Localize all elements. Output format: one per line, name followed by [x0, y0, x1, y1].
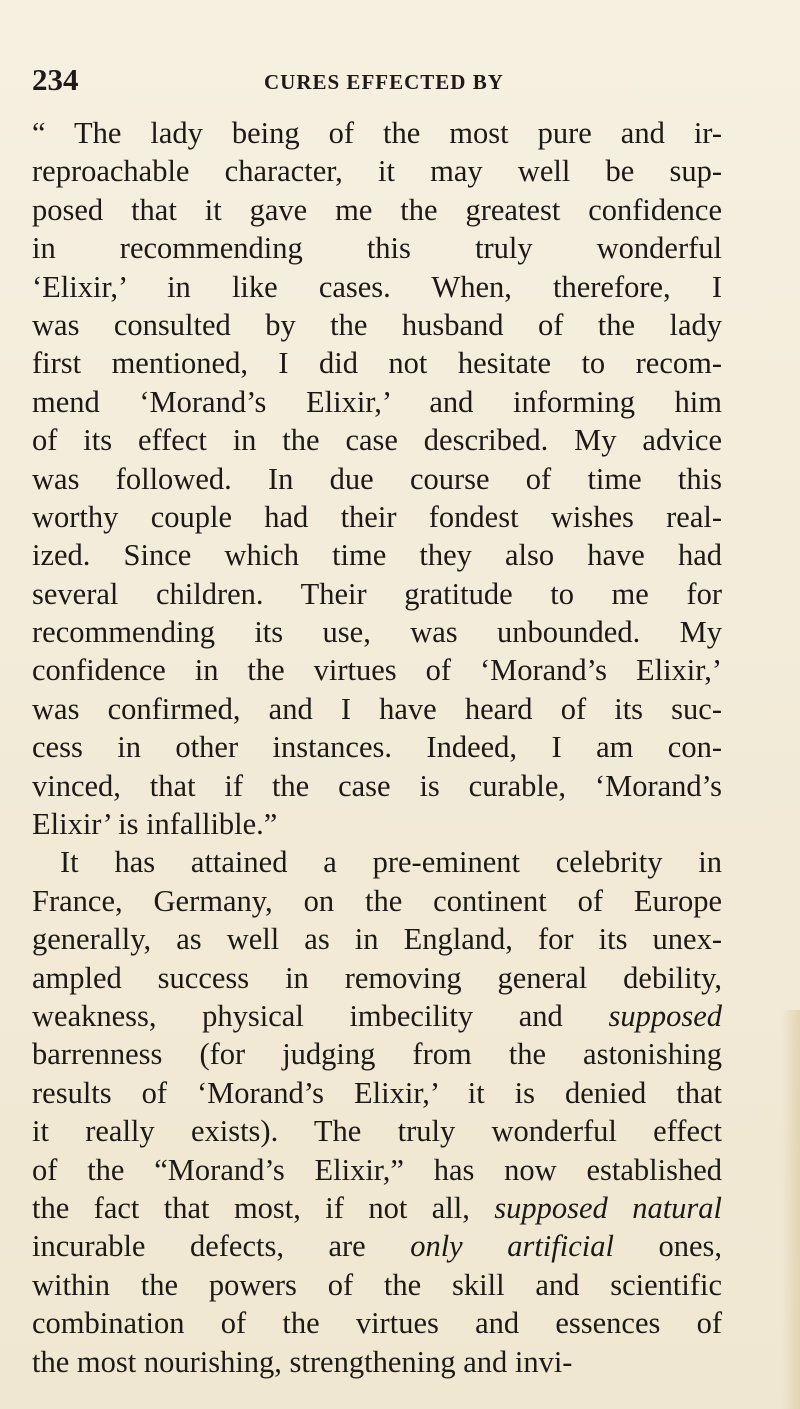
text-line: barrenness (for judging from the astonishing — [32, 1037, 722, 1072]
text-line: first mentioned, I did not hesitate to recom- — [32, 346, 722, 381]
text-line: in recommending this truly wonderful — [32, 231, 722, 266]
page-number: 234 — [32, 62, 79, 97]
text-line: recommending its use, was unbounded. My — [32, 615, 722, 650]
text-line: mend ‘Morand’s Elixir,’ and informing him — [32, 384, 722, 419]
italic-text: only artificial — [410, 1229, 614, 1264]
text-line: posed that it gave me the greatest confidence — [32, 192, 722, 227]
text-line: of the “Morand’s Elixir,” has now established — [32, 1152, 722, 1187]
text-line: within the powers of the skill and scientific — [32, 1267, 722, 1302]
text-line: was followed. In due course of time this — [32, 461, 722, 496]
text-line: cess in other instances. Indeed, I am con- — [32, 730, 722, 765]
body-text — [32, 114, 722, 1381]
italic-text: supposed natural — [494, 1190, 723, 1225]
text-segment: the fact that most, if not all, — [32, 1190, 495, 1225]
running-head: CURES EFFECTED BY — [264, 70, 504, 94]
text-line — [32, 1227, 722, 1265]
text-line: worthy couple had their fondest wishes real- — [32, 499, 722, 534]
text-line: Elixir’ is infallible.” — [32, 807, 278, 842]
text-segment: incurable defects, are — [32, 1229, 411, 1264]
text-line: confidence in the virtues of ‘Morand’s Elixir,’ — [32, 653, 722, 688]
text-line: generally, as well as in England, for its unex- — [32, 922, 722, 957]
text-line — [32, 997, 722, 1035]
text-line: it really exists). The truly wonderful effect — [32, 1114, 722, 1149]
text-line: “ The lady being of the most pure and ir- — [32, 116, 722, 150]
text-line: reproachable character, it may well be sup- — [32, 154, 722, 189]
text-line: France, Germany, on the continent of Europe — [32, 883, 722, 918]
text-line: was consulted by the husband of the lady — [32, 307, 722, 342]
text-line: of its effect in the case described. My advice — [32, 423, 722, 458]
page-edge-shadow — [782, 1010, 800, 1409]
text-line: ampled success in removing general debility, — [32, 960, 722, 995]
text-line: It has attained a pre-eminent celebrity in — [60, 845, 722, 880]
text-line: combination of the virtues and essences of — [32, 1306, 722, 1341]
text-line: several children. Their gratitude to me for — [32, 576, 722, 611]
text-segment: ones, — [613, 1229, 722, 1264]
text-line: the most nourishing, strengthening and invi- — [32, 1344, 573, 1379]
text-line: ‘Elixir,’ in like cases. When, therefore, I — [32, 269, 722, 304]
text-segment: weakness, physical imbecility and — [32, 998, 609, 1033]
text-line: was confirmed, and I have heard of its suc- — [32, 691, 722, 726]
text-line: ized. Since which time they also have had — [32, 538, 722, 573]
text-line: results of ‘Morand’s Elixir,’ it is denied that — [32, 1075, 722, 1110]
text-line — [32, 1189, 722, 1227]
italic-text: supposed — [608, 998, 722, 1033]
page-header — [32, 62, 722, 102]
text-line: vinced, that if the case is curable, ‘Morand’s — [32, 768, 722, 803]
